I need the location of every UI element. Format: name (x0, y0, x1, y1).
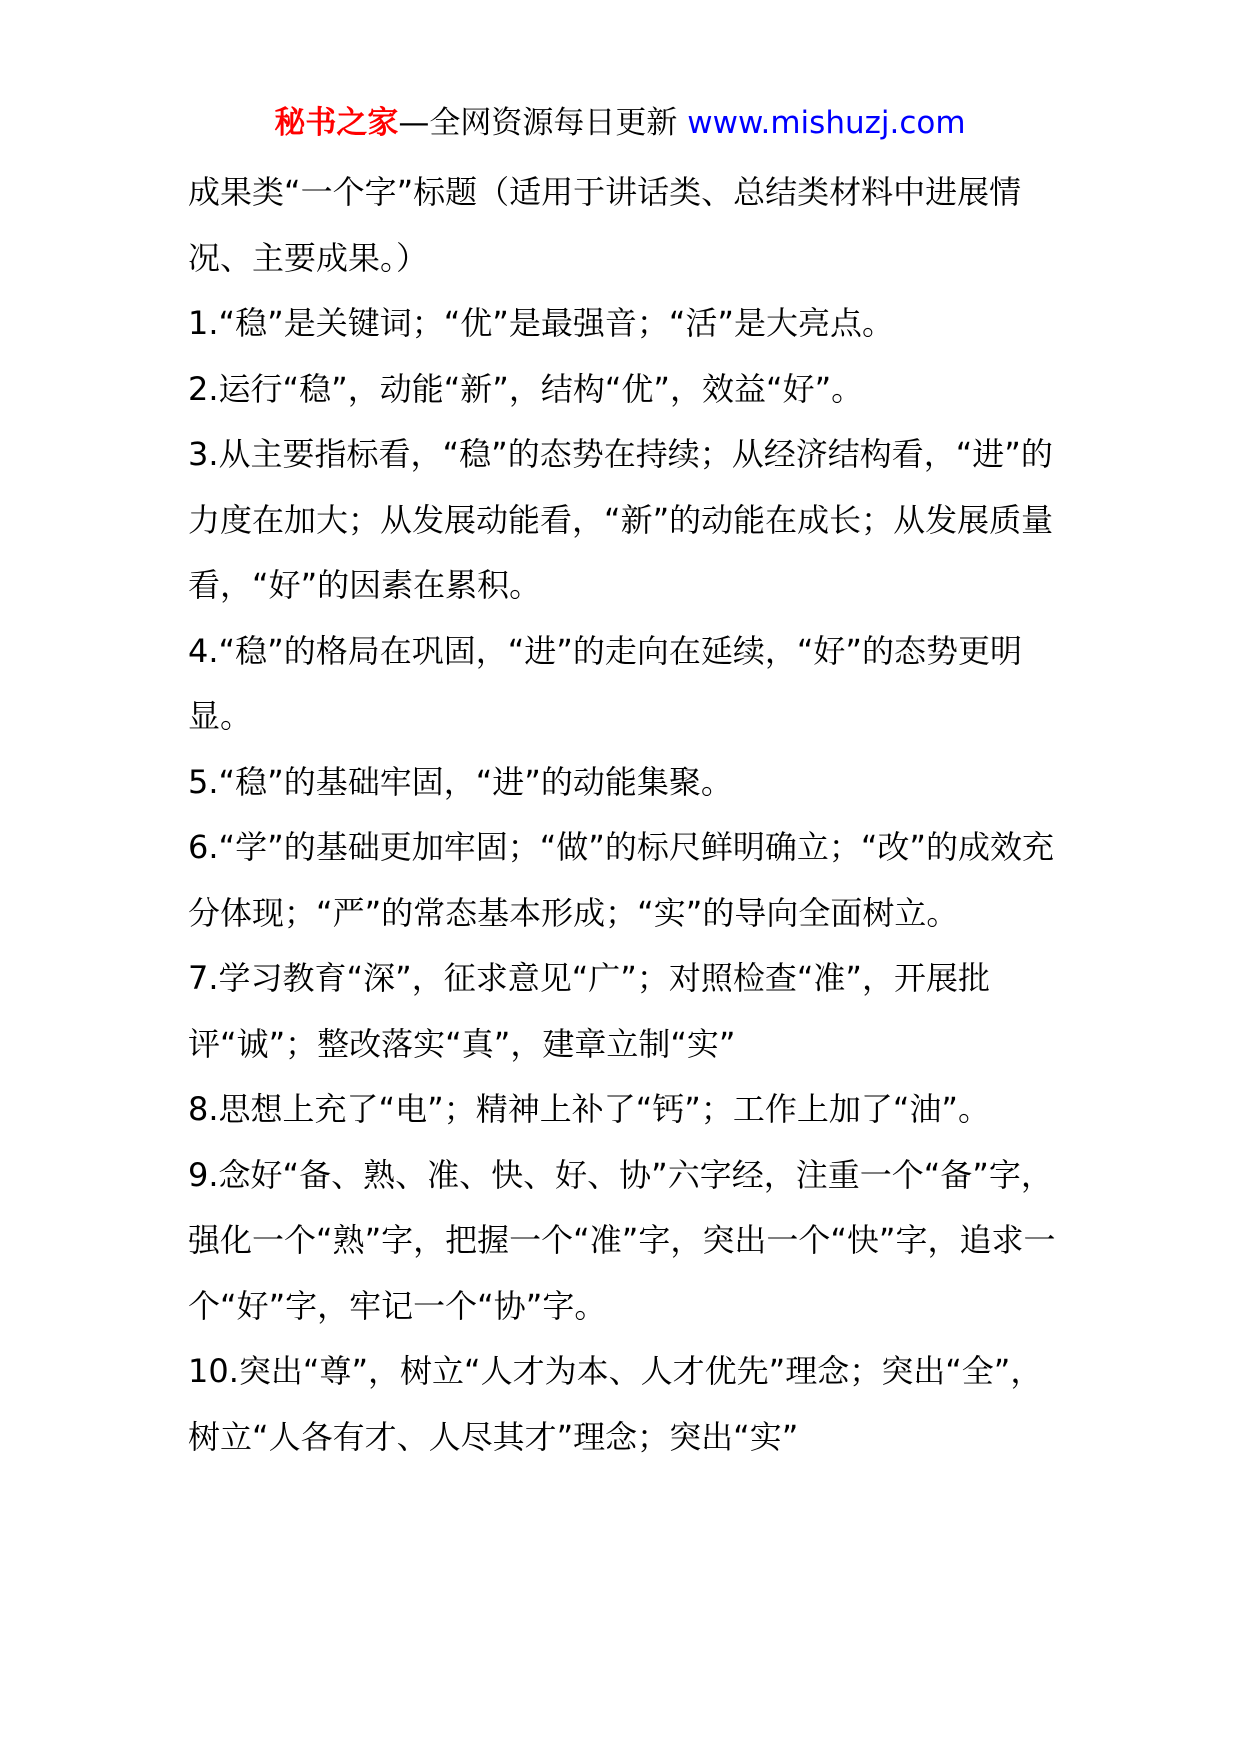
list-item: 4.“稳”的格局在巩固，“进”的走向在延续，“好”的态势更明显。 (188, 631, 1023, 735)
site-url-link[interactable]: www.mishuzj.com (687, 105, 966, 141)
list-item: 6.“学”的基础更加牢固；“做”的标尺鲜明确立；“改”的成效充分体现；“严”的常态基本形成；“实”的导向全面树立。 (188, 828, 1055, 932)
header-tagline: —全网资源每日更新 (398, 105, 688, 141)
intro-paragraph: 成果类“一个字”标题（适用于讲话类、总结类材料中进展情况、主要成果。） (188, 173, 1022, 277)
list-item: 10.突出“尊”，树立“人才为本、人才优先”理念；突出“全”，树立“人各有才、人尽其才”理念；突出“实” (188, 1352, 1043, 1456)
list-item: 9.念好“备、熟、准、快、好、协”六字经，注重一个“备”字，强化一个“熟”字，把握一个“准”字，突出一个“快”字，追求一个“好”字，牢记一个“协”字。 (188, 1155, 1056, 1325)
page-header (0, 100, 1240, 146)
list-item: 7.学习教育“深”，征求意见“广”；对照检查“准”，开展批评“诚”；整改落实“真”，建章立制“实” (188, 959, 991, 1063)
list-item: 1.“稳”是关键词；“优”是最强音；“活”是大亮点。 (188, 304, 895, 342)
list-item: 8.思想上充了“电”；精神上补了“钙”；工作上加了“油”。 (188, 1090, 991, 1128)
list-item: 2.运行“稳”，动能“新”，结构“优”，效益“好”。 (188, 369, 864, 408)
brand-name: 秘书之家 (274, 105, 399, 141)
list-item: 3.从主要指标看，“稳”的态势在持续；从经济结构看，“进”的力度在加大；从发展动能看，“新”的动能在成长；从发展质量看，“好”的因素在累积。 (188, 435, 1054, 604)
document-body (188, 160, 1058, 1470)
list-item: 5.“稳”的基础牢固，“进”的动能集聚。 (188, 762, 733, 801)
